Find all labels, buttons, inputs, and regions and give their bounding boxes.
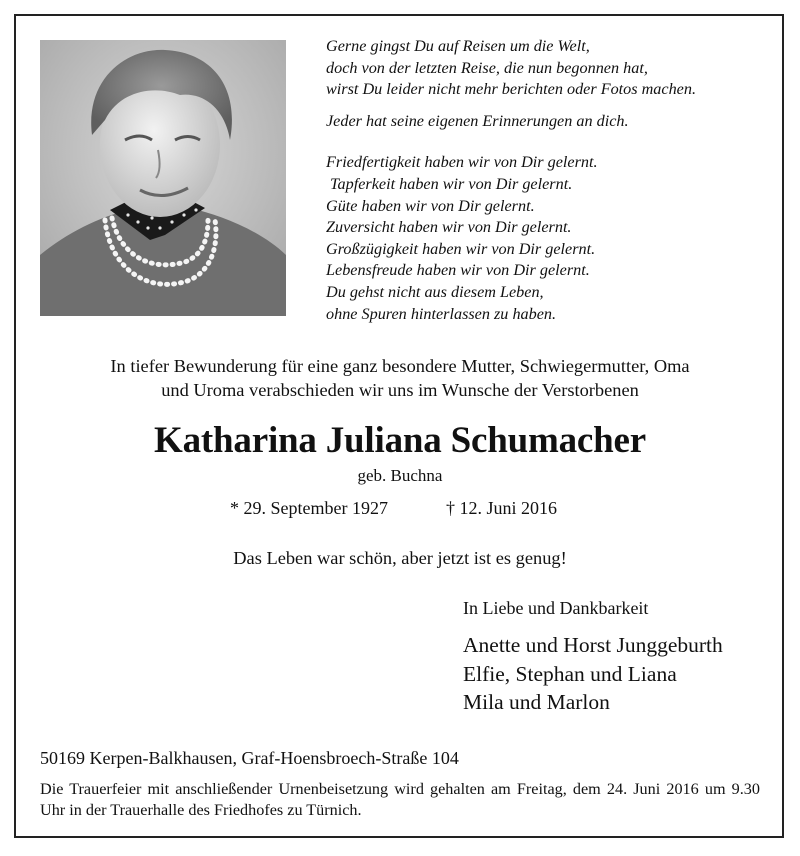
poem-line: ohne Spuren hinterlassen zu haben. <box>326 304 557 323</box>
intro-line: In tiefer Bewunderung für eine ganz besondere Mutter, Schwiegermutter, Oma <box>110 356 690 376</box>
poem-line: Du gehst nicht aus diesem Leben, <box>326 282 544 301</box>
address: 50169 Kerpen-Balkhausen, Graf-Hoensbroech-Straße 104 <box>40 748 459 768</box>
poem-line: wirst Du leider nicht mehr berichten oder Fotos machen. <box>326 80 697 99</box>
intro-text <box>30 355 770 402</box>
portrait-photo <box>40 40 286 316</box>
family-member: Elfie, Stephan und Liana <box>463 661 677 686</box>
birth-date: * 29. September 1927 <box>230 498 388 518</box>
poem-memory-line: Jeder hat seine eigenen Erinnerungen an dich. <box>326 111 629 130</box>
family-lead: In Liebe und Dankbarkeit <box>463 598 649 618</box>
birth-name: geb. Buchna <box>357 466 443 485</box>
poem-line: doch von der letzten Reise, die nun begonnen hat, <box>326 58 648 77</box>
poem-line: Tapferkeit haben wir von Dir gelernt. <box>326 174 573 193</box>
ceremony-info: Die Trauerfeier mit anschließender Urnenbeisetzung wird gehalten am Freitag, dem 24. Juni 2016 um 9.30 Uhr in der Trauerhalle des Friedhofes zu Türnich. <box>40 780 760 819</box>
poem-line: Güte haben wir von Dir gelernt. <box>326 196 535 215</box>
deceased-name: Katharina Juliana Schumacher <box>154 420 646 461</box>
family-signature <box>463 597 783 717</box>
poem-line: Lebensfreude haben wir von Dir gelernt. <box>326 261 590 280</box>
death-date: † 12. Juni 2016 <box>446 498 558 518</box>
intro-line: und Uroma verabschieden wir uns im Wunsche der Verstorbenen <box>161 379 639 400</box>
poem-line: Gerne gingst Du auf Reisen um die Welt, <box>326 37 590 55</box>
family-member: Mila und Marlon <box>463 690 610 714</box>
poem <box>326 36 766 325</box>
motto: Das Leben war schön, aber jetzt ist es genug! <box>233 548 567 568</box>
poem-line: Zuversicht haben wir von Dir gelernt. <box>326 218 572 237</box>
poem-line: Großzügigkeit haben wir von Dir gelernt. <box>326 239 596 258</box>
family-member: Anette und Horst Junggeburth <box>463 633 723 657</box>
poem-line: Friedfertigkeit haben wir von Dir gelernt. <box>326 153 598 172</box>
